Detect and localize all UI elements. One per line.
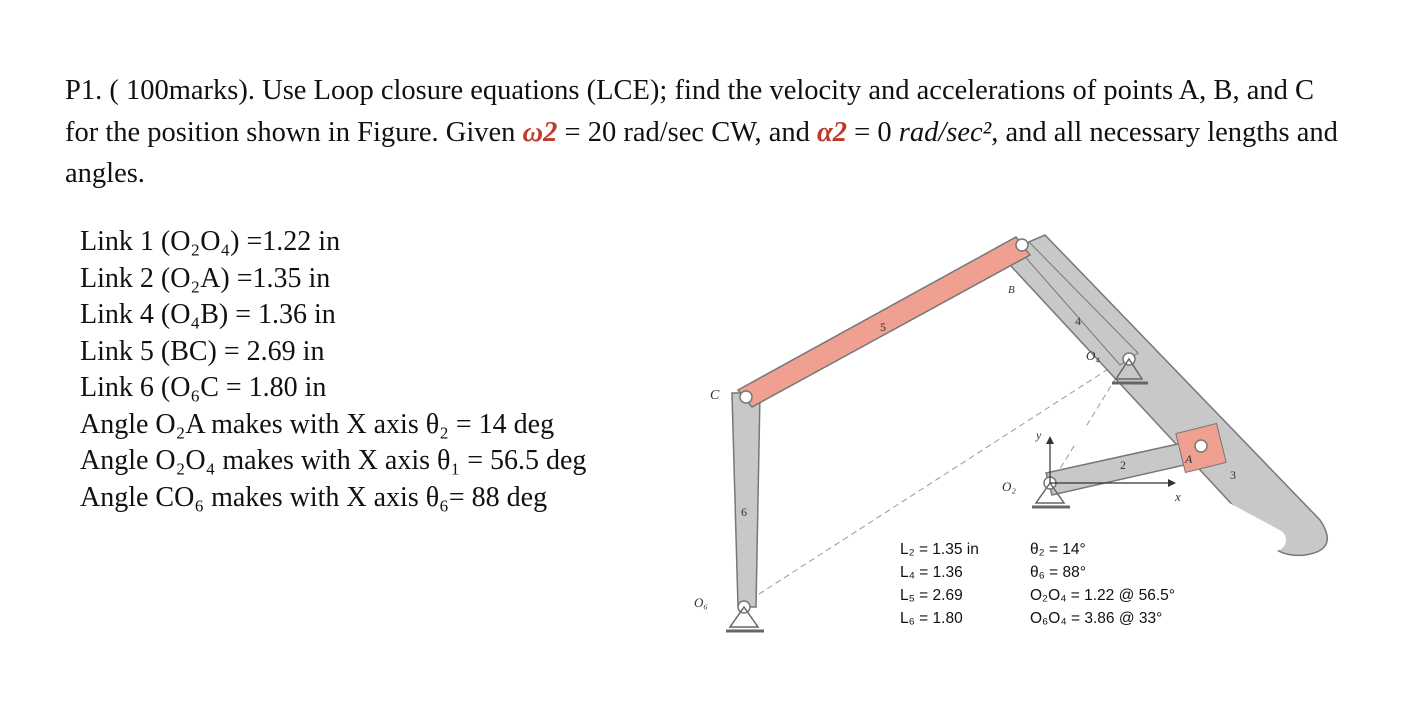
- label-link3: 3: [1230, 468, 1236, 482]
- label-x: x: [1175, 489, 1181, 504]
- given-link5: Link 5 (BC) = 2.69 in: [80, 335, 325, 367]
- link-4: [1013, 243, 1138, 365]
- pin-c: [740, 391, 752, 403]
- label-link5: 5: [880, 320, 886, 334]
- note-theta6: θ₆ = 88°: [1030, 564, 1086, 581]
- given-link4: Link 4 (O₄B) = 1.36 in: [80, 299, 336, 330]
- note-o6o4: O₆O₄ = 3.86 @ 33°: [1030, 610, 1163, 627]
- note-l5: L₅ = 2.69: [900, 587, 963, 604]
- label-o2: O₂: [1002, 479, 1016, 494]
- label-link4: 4: [1075, 314, 1081, 328]
- alpha-value: = 0: [847, 116, 899, 148]
- given-theta2: Angle O₂A makes with X axis θ₂ = 14 deg: [80, 408, 555, 440]
- omega-symbol: ω2: [522, 116, 558, 148]
- note-o2o4: O₂O₄ = 1.22 @ 56.5°: [1030, 587, 1176, 604]
- lengths-note: [900, 538, 979, 630]
- angles-note: [1030, 538, 1175, 630]
- given-link2: Link 2 (O₂A) =1.35 in: [80, 262, 331, 294]
- omega-value: = 20 rad/sec CW, and: [557, 116, 818, 148]
- link-6: [732, 393, 760, 607]
- given-theta1: Angle O₂O₄ makes with X axis θ₁ = 56.5 deg: [80, 445, 587, 476]
- note-l4: L₄ = 1.36: [900, 564, 963, 581]
- label-link6: 6: [741, 505, 747, 519]
- note-l6: L₆ = 1.80: [900, 610, 963, 627]
- pin-a: [1195, 440, 1207, 452]
- given-link6: Link 6 (O₆C = 1.80 in: [80, 372, 327, 403]
- alpha-unit: rad/sec²: [898, 116, 992, 148]
- label-c: C: [710, 388, 720, 403]
- problem-suffix: , and all necessary lengths and angles.: [65, 116, 1338, 189]
- note-theta2: θ₂ = 14°: [1030, 541, 1086, 558]
- label-o4: O₄: [1086, 348, 1100, 363]
- given-theta6: Angle CO₆ makes with X axis θ₆= 88 deg: [80, 481, 548, 513]
- problem-prefix: P1. ( 100marks). Use Loop closure equations (LCE); find the velocity and accelerations of points A, B, and C for the position shown in Figure. Given: [65, 75, 1314, 148]
- pin-b: [1016, 239, 1028, 251]
- label-o6: O₆: [694, 595, 708, 610]
- given-link1: Link 1 (O₂O₄) =1.22 in: [80, 226, 341, 257]
- mechanism-figure: [680, 225, 1370, 660]
- y-axis-arrow: [1046, 436, 1054, 444]
- problem-statement: [65, 70, 1350, 195]
- alpha-symbol: α2: [817, 116, 848, 148]
- label-b: B: [1008, 284, 1015, 296]
- note-l2: L₂ = 1.35 in: [900, 541, 979, 558]
- given-values-list: [80, 224, 586, 516]
- label-y: y: [1036, 428, 1042, 442]
- label-a: A: [1185, 452, 1193, 466]
- mechanism-diagram: [680, 225, 1370, 660]
- label-link2: 2: [1120, 458, 1126, 472]
